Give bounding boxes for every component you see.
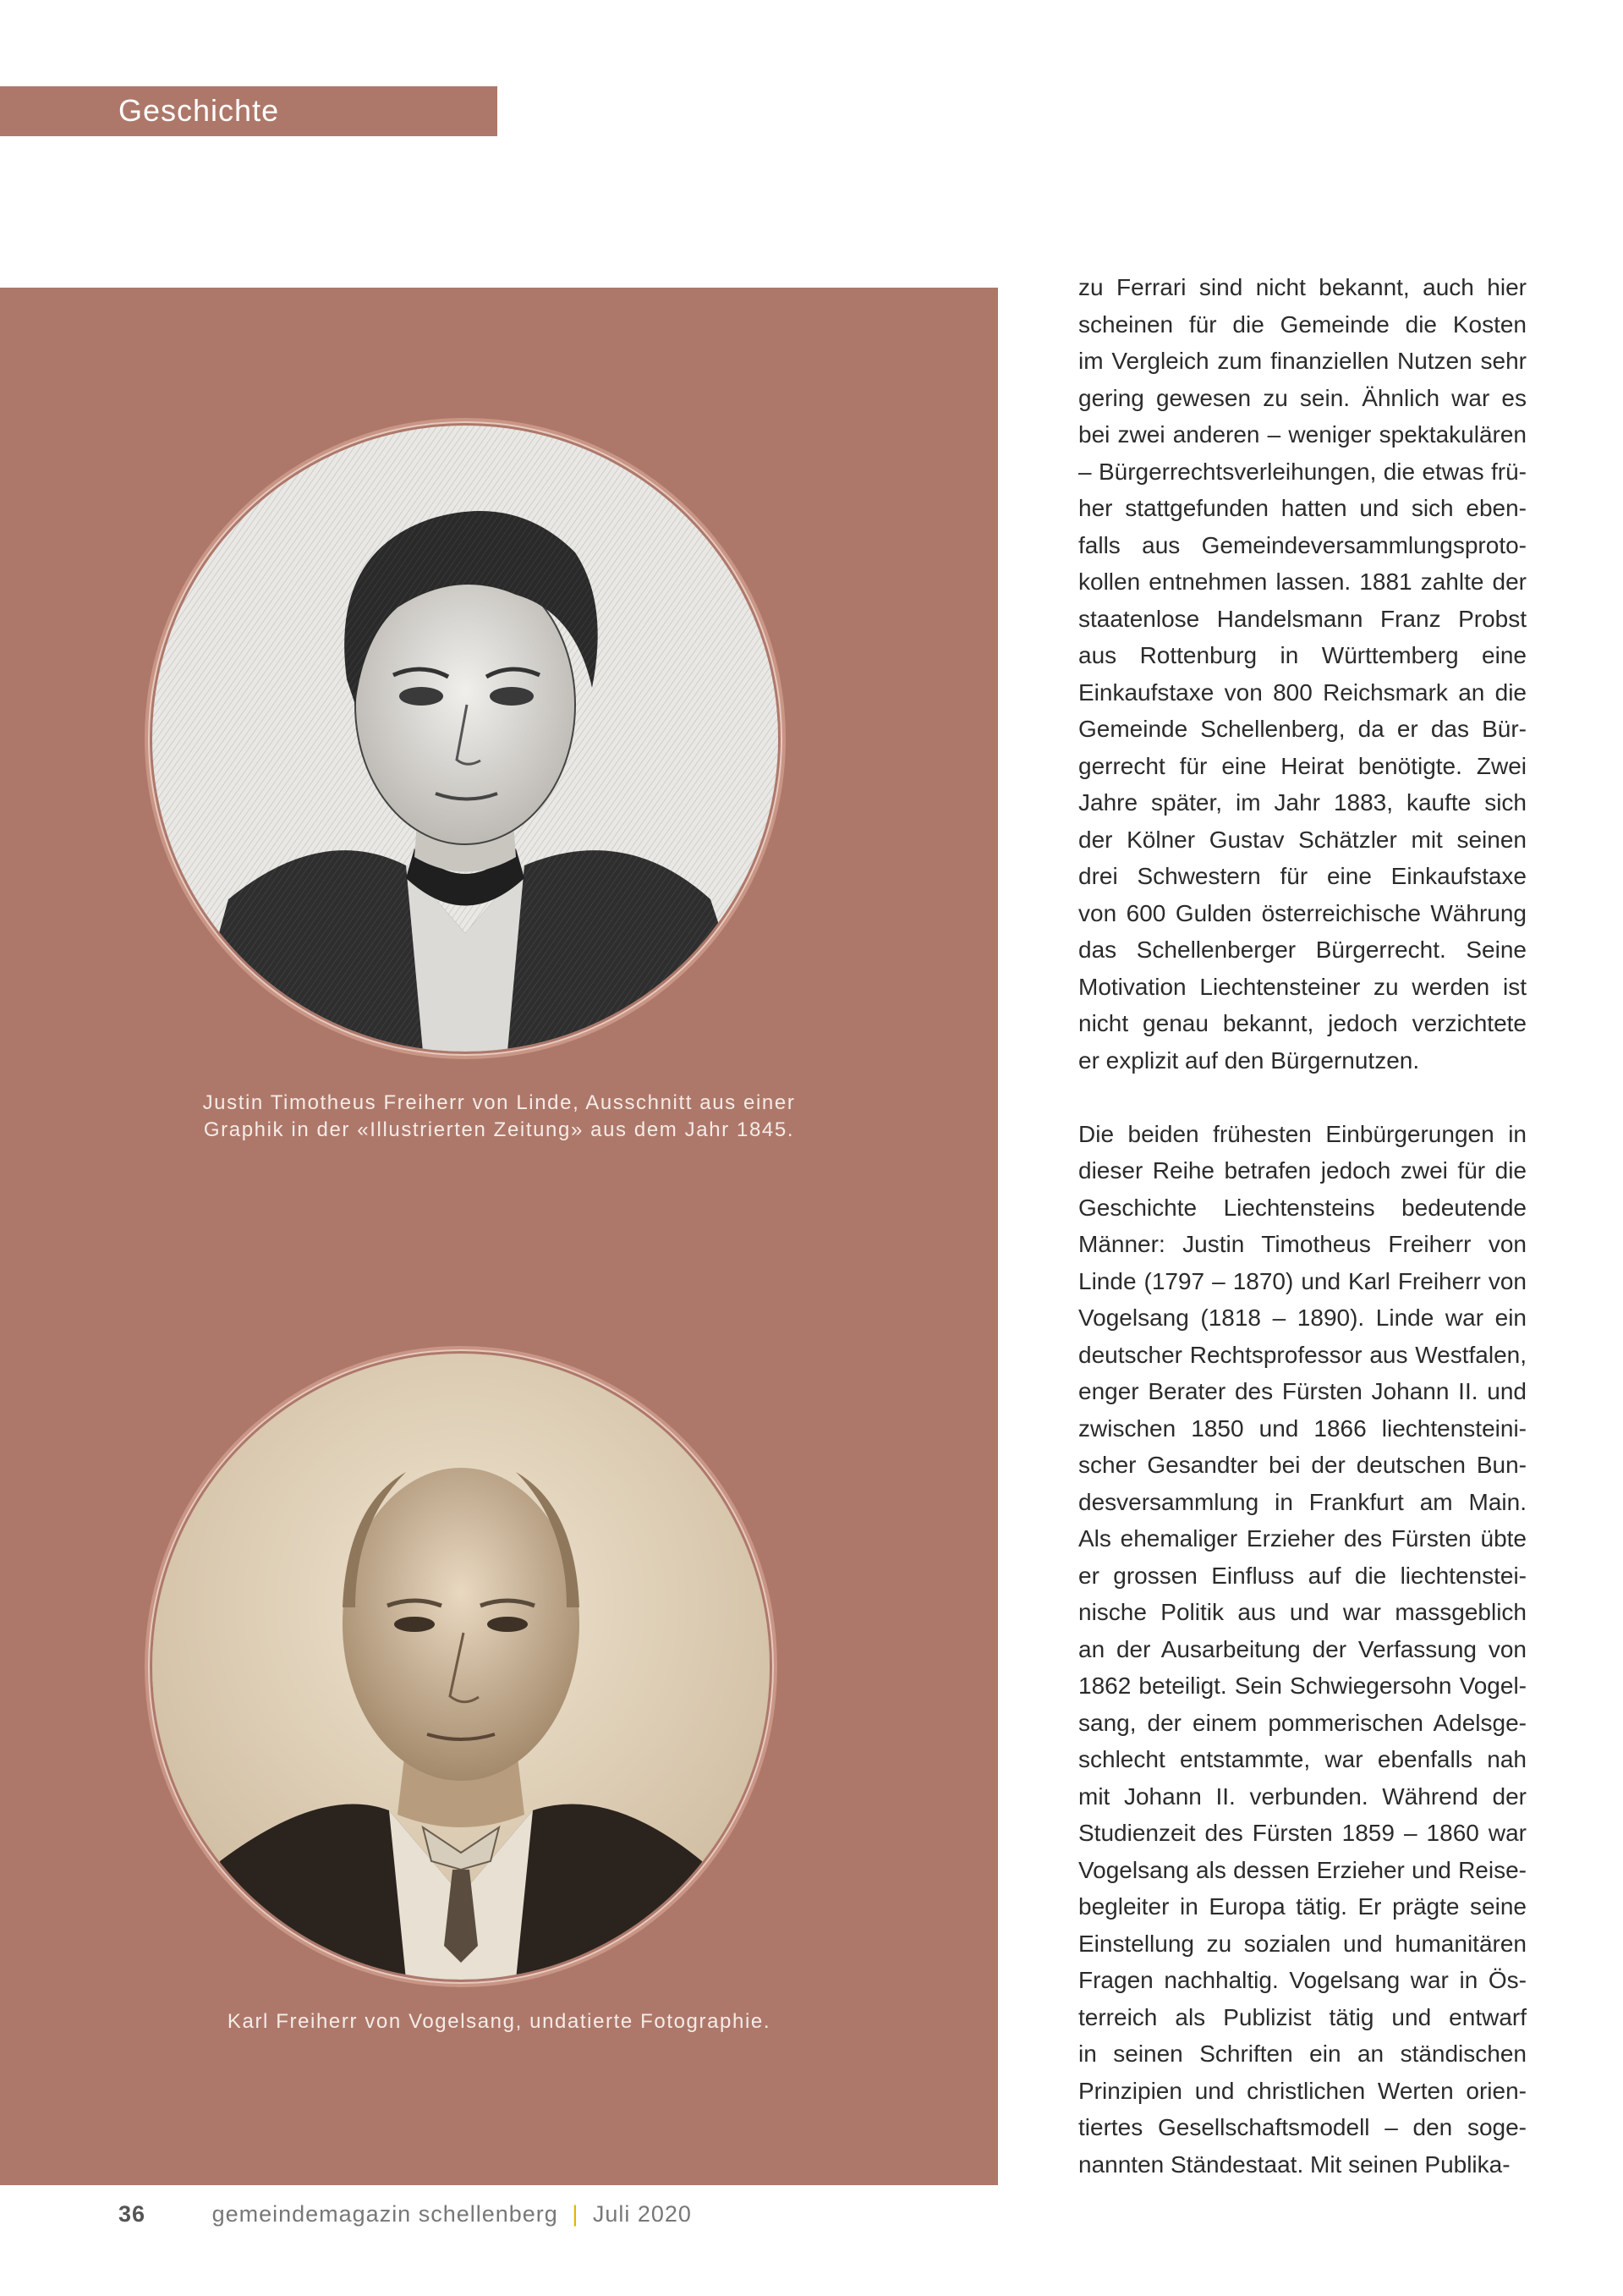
engraving-portrait-image — [152, 426, 778, 1052]
text-line: desversammlung in Frankfurt am Main. — [1078, 1488, 1527, 1515]
caption-linde — [0, 1090, 998, 1144]
text-line: her stattgefunden hatten und sich eben- — [1078, 495, 1527, 521]
text-line: Vogelsang (1818 – 1890). Linde war ein — [1078, 1305, 1527, 1331]
text-line: Als ehemaliger Erzieher des Fürsten übte — [1078, 1525, 1527, 1552]
text-line: terreich als Publizist tätig und entwarf — [1078, 2003, 1527, 2030]
section-title: Geschichte — [118, 93, 280, 128]
section-tab — [0, 86, 497, 136]
text-line: falls aus Gemeindeversammlungsproto- — [1078, 531, 1527, 558]
text-line: im Vergleich zum finanziellen Nutzen sehr — [1078, 348, 1527, 374]
text-line: enger Berater des Fürsten Johann II. und — [1078, 1378, 1527, 1404]
text-line: er grossen Einfluss auf die liechtenstei- — [1078, 1562, 1527, 1589]
text-line: nannten Ständestaat. Mit seinen Publika- — [1078, 2150, 1511, 2178]
text-line: Gemeinde Schellenberg, da er das Bür- — [1078, 716, 1527, 742]
text-line: schlecht entstammte, war ebenfalls nah — [1078, 1746, 1527, 1772]
text-line: von 600 Gulden österreichische Währung — [1078, 899, 1527, 926]
text-line: Einkaufstaxe von 800 Reichsmark an die — [1078, 678, 1527, 706]
text-line: drei Schwestern für eine Einkaufstaxe — [1078, 863, 1527, 889]
text-line: der Kölner Gustav Schätzler mit seinen — [1078, 826, 1527, 853]
text-line: Prinzipien und christlichen Werten orien- — [1078, 2077, 1527, 2104]
text-line: er explizit auf den Bürgernutzen. — [1078, 1046, 1420, 1074]
text-line: dieser Reihe betrafen jedoch zwei für die — [1078, 1157, 1527, 1184]
page-number: 36 — [118, 2201, 146, 2227]
text-line: an der Ausarbeitung der Verfassung von — [1078, 1635, 1527, 1662]
text-line: nische Politik aus und war massgeblich — [1078, 1599, 1527, 1625]
caption-line: Karl Freiherr von Vogelsang, undatierte Fotographie. — [227, 2010, 771, 2033]
text-line: sang, der einem pommerischen Adelsge- — [1078, 1709, 1527, 1736]
text-line: Die beiden frühesten Einbürgerungen in — [1078, 1120, 1527, 1147]
portrait-vogelsang — [152, 1354, 770, 1980]
text-line: gerrecht für eine Heirat benötigte. Zwei — [1078, 752, 1527, 779]
text-line: scheinen für die Gemeinde die Kosten — [1078, 310, 1527, 338]
text-line: bei zwei anderen – weniger spektakulären — [1078, 421, 1527, 448]
text-line: deutscher Rechtsprofessor aus Westfalen, — [1078, 1341, 1527, 1368]
text-line: Motivation Liechtensteiner zu werden ist — [1078, 973, 1527, 1000]
text-line: Jahre später, im Jahr 1883, kaufte sich — [1078, 789, 1527, 816]
text-line: Linde (1797 – 1870) und Karl Freiherr von — [1078, 1267, 1527, 1294]
caption-line: Graphik in der «Illustrierten Zeitung» aus dem Jahr 1845. — [203, 1118, 795, 1141]
text-line: tiertes Gesellschaftsmodell – den soge- — [1078, 2114, 1527, 2140]
issue-date: Juli 2020 — [592, 2201, 692, 2227]
text-line: das Schellenberger Bürgerrecht. Seine — [1078, 937, 1527, 963]
caption-vogelsang — [0, 2008, 998, 2035]
text-line: Fragen nachhaltig. Vogelsang war in Ös- — [1078, 1967, 1527, 1993]
paragraph-1 — [1078, 269, 1527, 1079]
text-line: Studienzeit des Fürsten 1859 – 1860 war — [1078, 1820, 1527, 1846]
page-footer — [118, 2201, 692, 2227]
photo-portrait-image — [152, 1354, 770, 1980]
paragraph-2 — [1078, 1116, 1527, 2183]
text-line: 1862 beteiligt. Sein Schwiegersohn Vogel- — [1078, 1673, 1527, 1699]
text-line: staatenlose Handelsmann Franz Probst — [1078, 605, 1527, 632]
magazine-name: gemeindemagazin schellenberg — [211, 2201, 558, 2227]
text-line: scher Gesandter bei der deutschen Bun- — [1078, 1452, 1527, 1478]
portrait-linde — [152, 426, 778, 1052]
text-line: begleiter in Europa tätig. Er prägte seine — [1078, 1893, 1527, 1920]
text-line: nicht genau bekannt, jedoch verzichtete — [1078, 1010, 1527, 1036]
text-line: gering gewesen zu sein. Ähnlich war es — [1078, 384, 1527, 411]
text-line: – Bürgerrechtsverleihungen, die etwas frü- — [1078, 458, 1527, 485]
footer-separator: | — [572, 2201, 579, 2227]
caption-line: Justin Timotheus Freiherr von Linde, Ausschnitt aus einer — [202, 1091, 796, 1114]
text-line: Vogelsang als dessen Erzieher und Reise- — [1078, 1856, 1527, 1883]
article-text — [1078, 269, 1527, 2183]
text-line: kollen entnehmen lassen. 1881 zahlte der — [1078, 569, 1527, 595]
text-line: zwischen 1850 und 1866 liechtensteini- — [1078, 1414, 1527, 1442]
text-line: aus Rottenburg in Württemberg eine — [1078, 642, 1527, 668]
text-line: zu Ferrari sind nicht bekannt, auch hier — [1078, 274, 1527, 300]
text-line: mit Johann II. verbunden. Während der — [1078, 1782, 1527, 1810]
text-line: Männer: Justin Timotheus Freiherr von — [1078, 1231, 1527, 1257]
text-line: Geschichte Liechtensteins bedeutende — [1078, 1194, 1527, 1221]
text-line: in seinen Schriften ein an ständischen — [1078, 2041, 1527, 2067]
text-line: Einstellung zu sozialen und humanitären — [1078, 1930, 1527, 1957]
